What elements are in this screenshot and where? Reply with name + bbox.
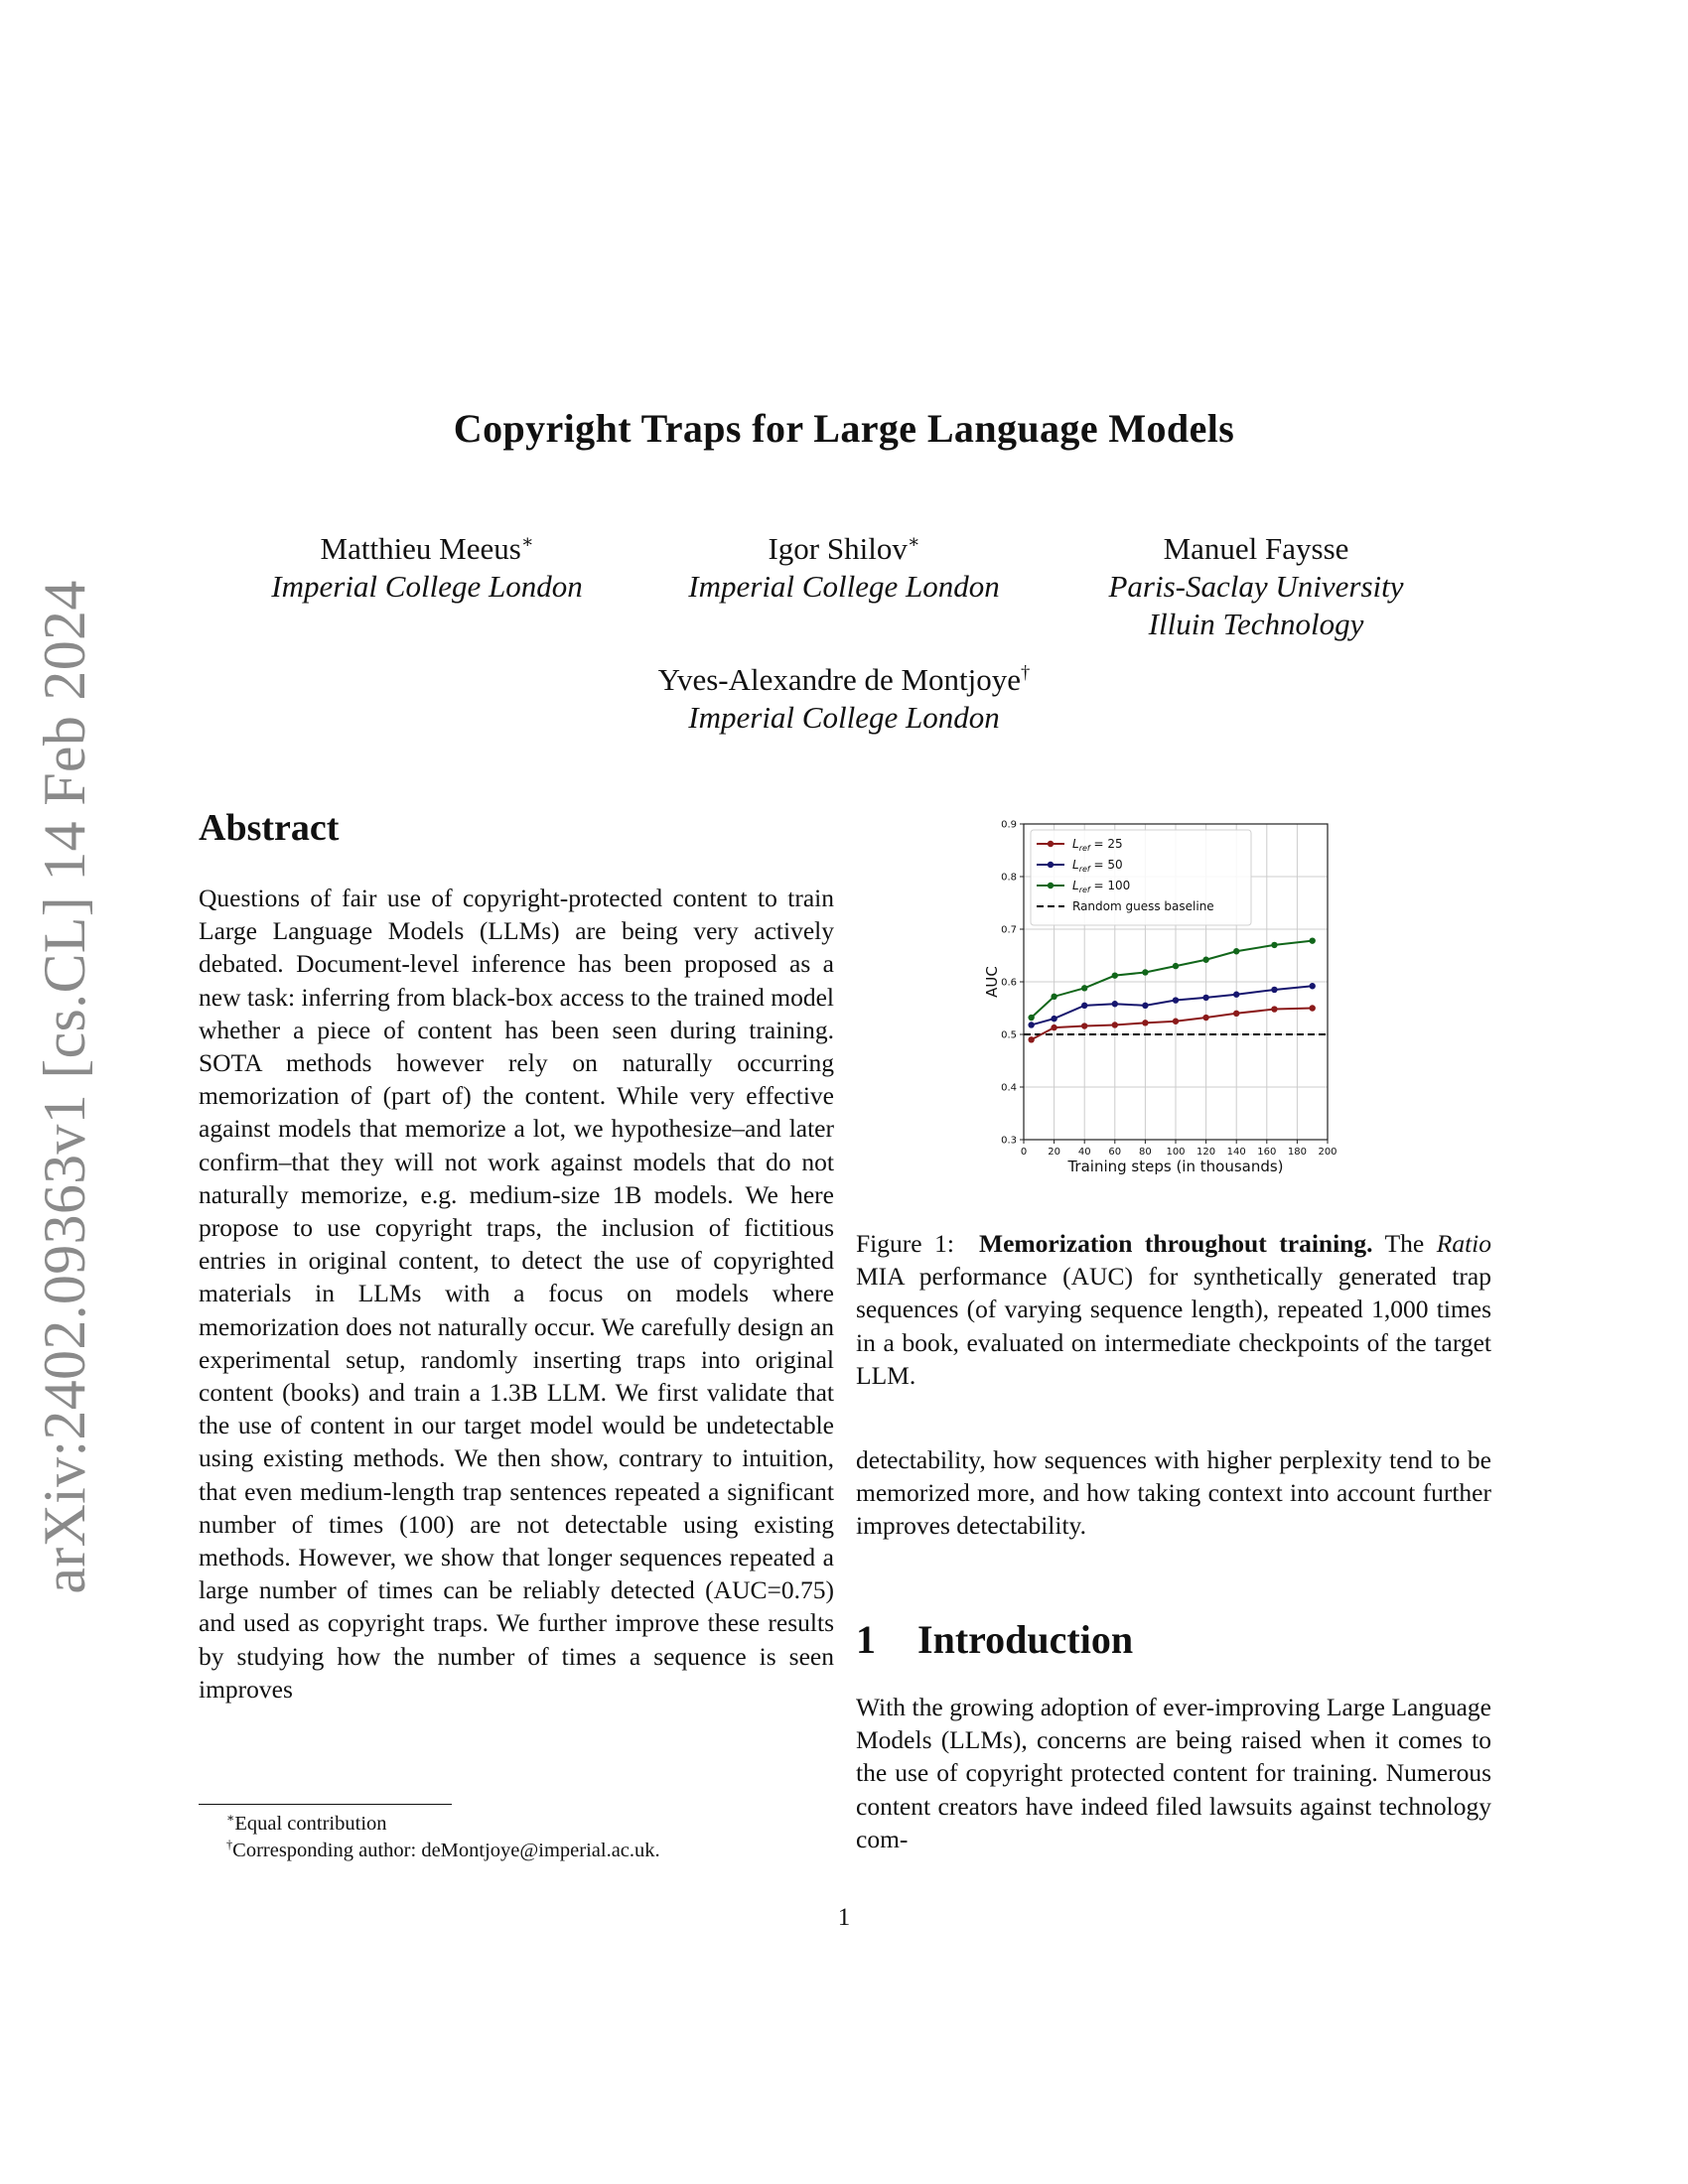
author-mark: ∗	[907, 531, 920, 553]
y-axis-label: AUC	[983, 966, 1001, 998]
x-tick-label: 80	[1139, 1147, 1152, 1158]
data-point	[1202, 995, 1208, 1001]
author-affiliation: Imperial College London	[688, 700, 1000, 735]
data-point	[1051, 1024, 1056, 1030]
arxiv-identifier: arXiv:2402.09363v1 [cs.CL] 14 Feb 2024	[32, 580, 97, 1594]
data-point	[1271, 987, 1277, 993]
legend-label: $L_{ref} = 100$	[1072, 879, 1131, 894]
x-tick-label: 180	[1287, 1147, 1307, 1158]
chart-legend	[1031, 830, 1251, 925]
legend-marker	[1048, 862, 1054, 868]
data-point	[1173, 963, 1179, 969]
data-point	[1028, 1022, 1034, 1027]
series-line-2	[1032, 941, 1313, 1018]
abstract-continuation	[856, 1443, 1491, 1543]
data-point	[1310, 1005, 1316, 1011]
footnote-text: Corresponding author: deMontjoye@imperial.ac.uk.	[232, 1840, 660, 1861]
author-block	[556, 661, 1132, 737]
x-tick-label: 20	[1048, 1147, 1060, 1158]
x-tick-label: 100	[1166, 1147, 1186, 1158]
figure-caption-title: Memorization throughout training.	[979, 1229, 1373, 1258]
data-point	[1142, 1020, 1148, 1025]
author-block	[238, 530, 616, 606]
data-point	[1233, 1011, 1239, 1017]
figure-label: Figure 1:	[856, 1229, 954, 1258]
data-point	[1233, 948, 1239, 954]
y-tick-label: 0.8	[1001, 872, 1017, 884]
x-tick-label: 140	[1226, 1147, 1246, 1158]
footnote	[226, 1838, 660, 1863]
data-point	[1310, 983, 1316, 989]
data-point	[1112, 1001, 1118, 1007]
section-number: 1	[856, 1617, 876, 1662]
footnote-mark: †	[226, 1838, 233, 1852]
legend-marker	[1048, 841, 1054, 847]
introduction-body	[856, 1691, 1491, 1855]
abstract-body	[199, 882, 834, 1706]
legend-label: Random guess baseline	[1072, 899, 1214, 913]
author-mark: ∗	[520, 531, 534, 553]
author-name: Igor Shilov	[768, 531, 908, 566]
y-tick-label: 0.5	[1001, 1029, 1017, 1041]
data-point	[1081, 1023, 1087, 1028]
legend-label: $L_{ref} = 25$	[1072, 837, 1123, 853]
data-point	[1112, 1022, 1118, 1027]
author-name: Yves-Alexandre de Montjoye	[657, 662, 1022, 697]
x-tick-label: 0	[1020, 1147, 1028, 1158]
data-point	[1028, 1015, 1034, 1021]
x-axis-label: Training steps (in thousands)	[1067, 1158, 1284, 1175]
abstract-heading: Abstract	[199, 807, 340, 849]
data-point	[1028, 1036, 1034, 1042]
data-point	[1202, 1015, 1208, 1021]
introduction-text: With the growing adoption of ever-improving Large Language Models (LLMs), concerns are being raised when it comes to the use of copyright protected content for training. Numerous content creators have indeed filed lawsuits against technology com-	[856, 1693, 1491, 1853]
footnote-rule	[199, 1804, 452, 1805]
data-point	[1081, 985, 1087, 991]
x-tick-label: 160	[1257, 1147, 1277, 1158]
data-point	[1051, 994, 1056, 1000]
data-point	[1112, 972, 1118, 978]
data-point	[1051, 1016, 1056, 1022]
figure-caption-text: MIA performance (AUC) for synthetically generated trap sequences (of varying sequence length), repeated 1,000 times in a book, evaluated on intermediate checkpoints of the target LLM.	[856, 1262, 1491, 1390]
y-tick-label: 0.7	[1001, 924, 1017, 936]
page-number: 1	[837, 1904, 851, 1931]
x-tick-label: 60	[1108, 1147, 1122, 1158]
author-block	[1077, 530, 1435, 643]
paper-title: Copyright Traps for Large Language Models	[453, 406, 1235, 451]
data-point	[1271, 942, 1277, 948]
author-name: Matthieu Meeus	[320, 531, 521, 566]
legend-label: $L_{ref} = 50$	[1072, 858, 1123, 874]
figure-caption	[856, 1227, 1491, 1392]
data-point	[1271, 1006, 1277, 1012]
x-tick-label: 200	[1318, 1147, 1337, 1158]
data-point	[1142, 1003, 1148, 1009]
y-tick-label: 0.6	[1001, 977, 1017, 989]
data-point	[1081, 1003, 1087, 1009]
footnote-text: Equal contribution	[234, 1813, 387, 1835]
author-affiliation: Paris-Saclay University	[1108, 569, 1404, 604]
abstract-text: Questions of fair use of copyright-protected content to train Large Language Models (LLMs) are being very actively debated. Document-level inference has been proposed as a new task: inferring from black-box access to the trained model whether a piece of content has been seen during training. SOTA methods however rely on naturally occurring memorization of (part of) the content. While very effective against models that memorize a lot, we hypothesize–and later confirm–that they will not work against models that do not naturally memorize, e.g. medium-size 1B models. We here propose to use copyright traps, the inclusion of fictitious entries in original content, to detect the use of copyrighted materials in LLMs with a focus on models where memorization does not naturally occur. We carefully design an experimental setup, randomly inserting traps into original content (books) and train a 1.3B LLM. We first validate that the use of content in our target model would be undetectable using existing methods. We then show, contrary to intuition, that even medium-length trap sentences repeated a significant number of times (100) are not detectable using existing methods. However, we show that longer sequences repeated a large number of times can be reliably detected (AUC=0.75) and used as copyright traps. We further improve these results by studying how the number of times a sequence is seen improves	[199, 884, 834, 1704]
author-block	[665, 530, 1023, 606]
legend-marker	[1048, 883, 1054, 888]
author-affiliation: Imperial College London	[688, 569, 1000, 604]
data-point	[1173, 997, 1179, 1003]
data-point	[1233, 992, 1239, 998]
author-mark: †	[1021, 662, 1031, 684]
figure-caption-pre: The	[1384, 1229, 1425, 1258]
x-tick-label: 120	[1196, 1147, 1216, 1158]
footnote	[226, 1811, 387, 1837]
section-title: Introduction	[917, 1617, 1134, 1662]
footnote-mark: ∗	[226, 1811, 235, 1826]
y-tick-label: 0.9	[1001, 819, 1017, 831]
auc-line-chart	[983, 816, 1360, 1193]
author-name: Manuel Faysse	[1163, 531, 1349, 566]
data-point	[1142, 969, 1148, 975]
y-tick-label: 0.3	[1001, 1135, 1017, 1147]
data-point	[1202, 957, 1208, 963]
abstract-continuation-text: detectability, how sequences with higher perplexity tend to be memorized more, and how taking context into account further improves detectability.	[856, 1445, 1491, 1541]
author-affiliation: Illuin Technology	[1148, 607, 1364, 641]
series-layer	[1028, 937, 1315, 1042]
section-heading	[856, 1616, 1133, 1663]
figure-caption-method: Ratio	[1436, 1229, 1491, 1258]
data-point	[1310, 937, 1316, 943]
y-tick-label: 0.4	[1001, 1082, 1017, 1094]
data-point	[1173, 1019, 1179, 1024]
author-affiliation: Imperial College London	[271, 569, 583, 604]
x-tick-label: 40	[1077, 1147, 1091, 1158]
